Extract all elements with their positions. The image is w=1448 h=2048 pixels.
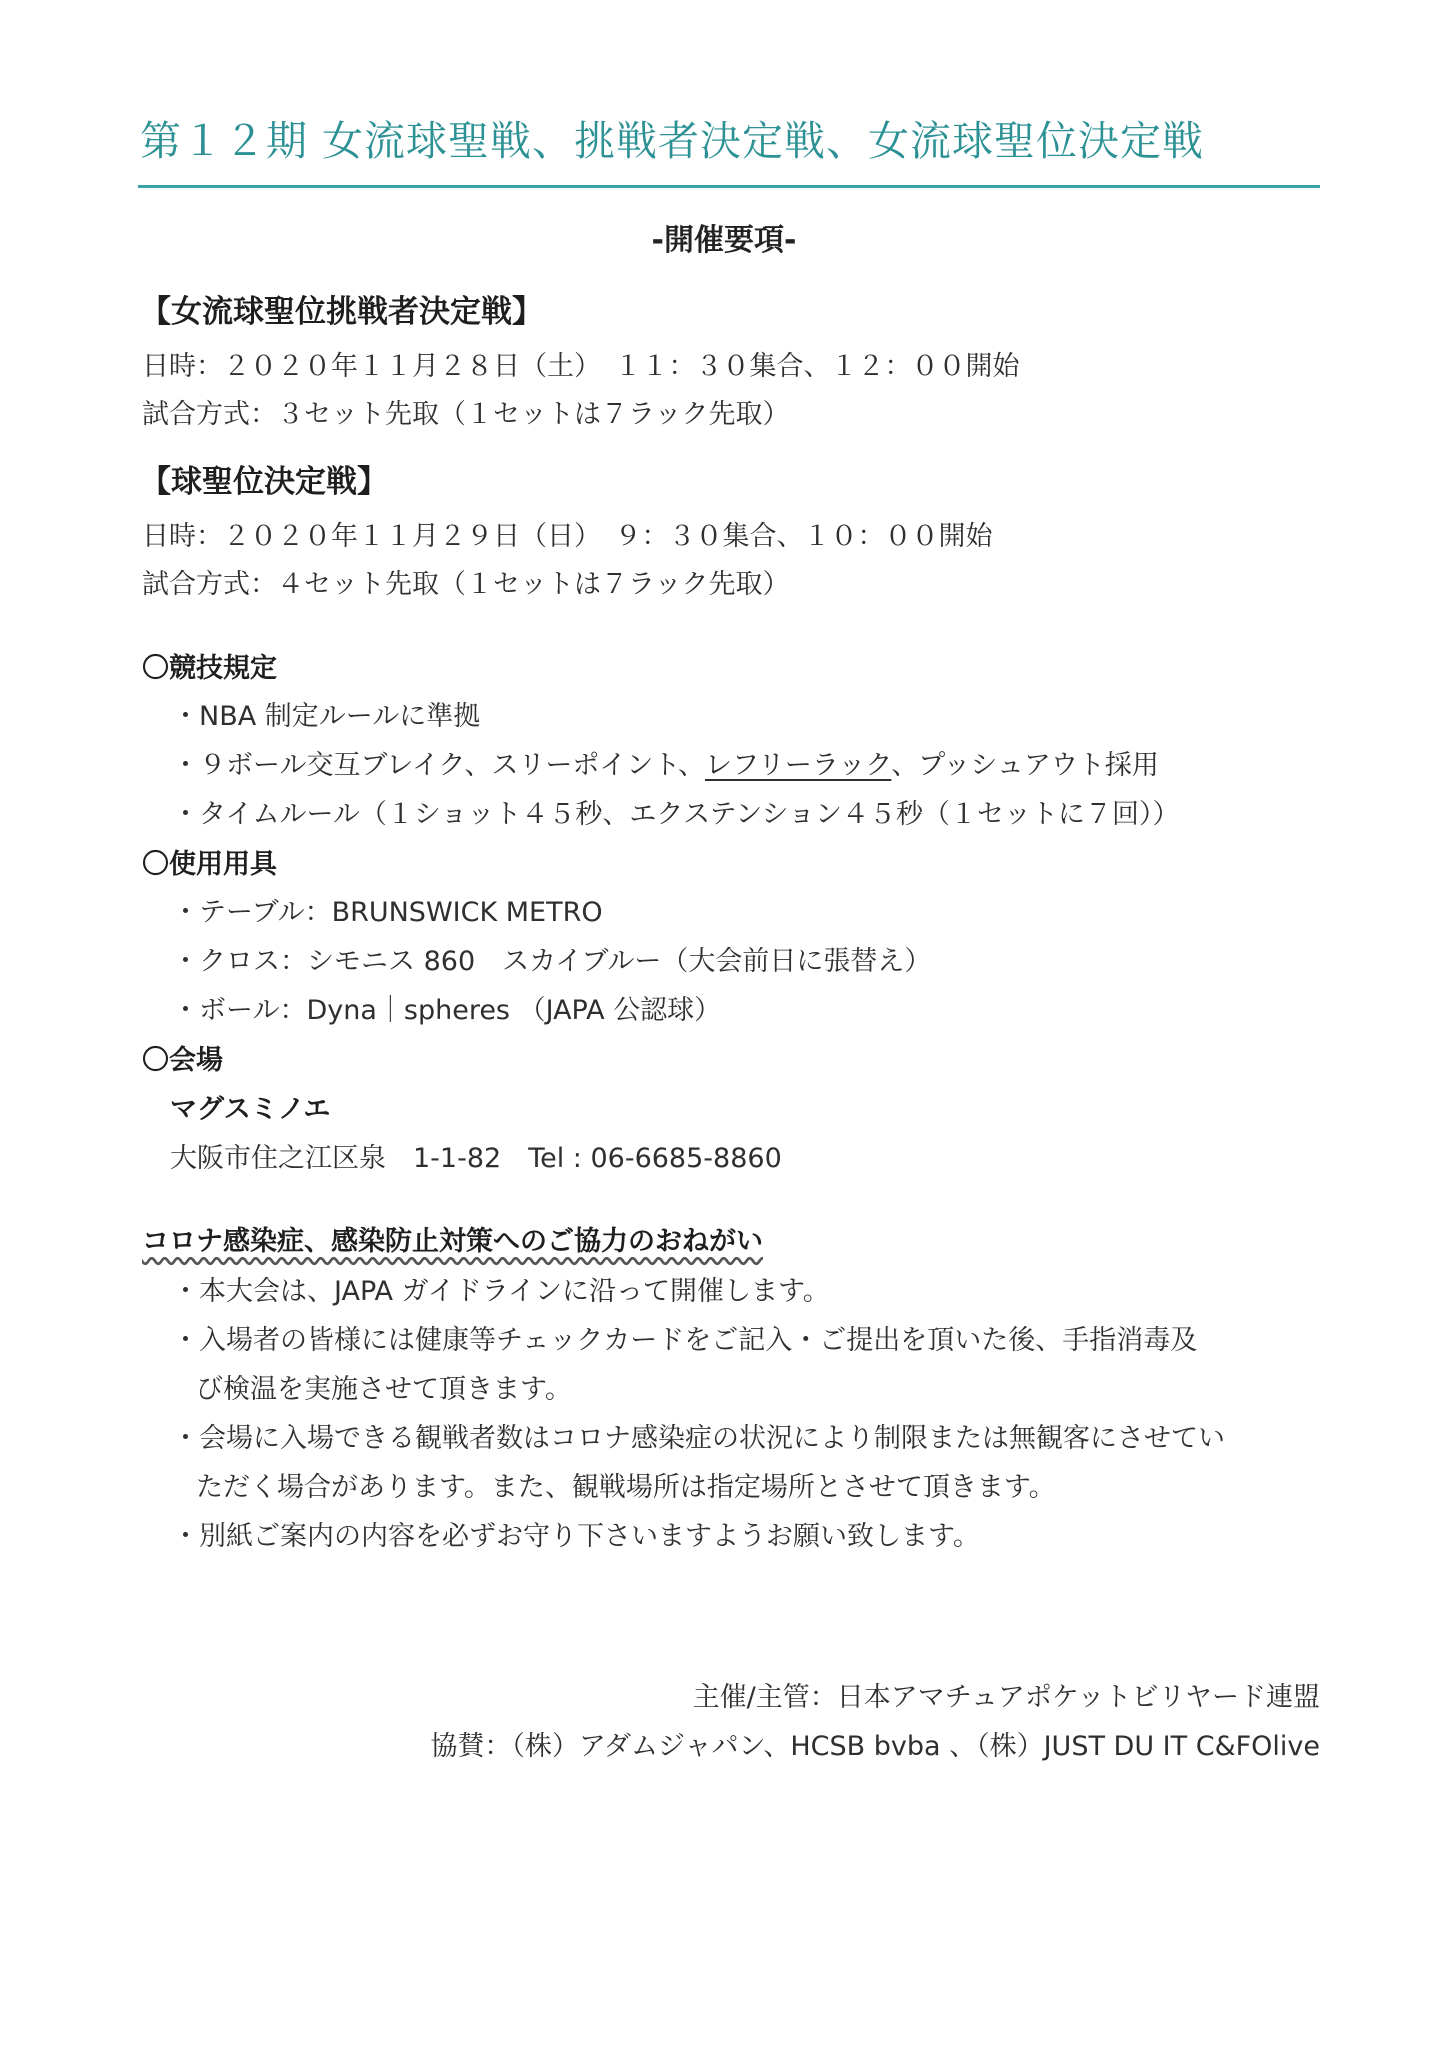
venue-name: マグスミノエ — [170, 1094, 331, 1125]
equipment-heading: 〇使用用具 — [142, 849, 277, 880]
title-match-format: 試合方式：４セット先取（１セットは７ラック先取） — [142, 569, 790, 600]
covid-item-1: ・本大会は、JAPA ガイドラインに沿って開催します。 — [172, 1276, 830, 1307]
title-divider — [138, 185, 1320, 188]
organizer-line: 主催/主管：日本アマチュアポケットビリヤード連盟 — [692, 1682, 1320, 1713]
covid-item-2b: び検温を実施させて頂きます。 — [196, 1374, 572, 1405]
covid-item-4: ・別紙ご案内の内容を必ずお守り下さいますようお願い致します。 — [172, 1521, 980, 1552]
challenger-format: 試合方式：３セット先取（１セットは７ラック先取） — [142, 399, 790, 430]
title-match-heading: 【球聖位決定戦】 — [140, 464, 388, 500]
equipment-cloth: ・クロス：シモニス 860 スカイブルー（大会前日に張替え） — [172, 946, 932, 977]
challenger-datetime: 日時：２０２０年１１月２８日（土） １１：３０集合、１２：００開始 — [142, 351, 1020, 382]
covid-item-3a: ・会場に入場できる観戦者数はコロナ感染症の状況により制限または無観客にさせてい — [172, 1423, 1225, 1454]
rules-item-2-post: 、プッシュアウト採用 — [891, 750, 1159, 781]
challenger-heading: 【女流球聖位挑戦者決定戦】 — [140, 294, 543, 330]
rules-item-1: ・NBA 制定ルールに準拠 — [172, 701, 481, 732]
rules-item-3: ・タイムルール（１ショット４５秒、エクステンション４５秒（１セットに７回）） — [172, 799, 1180, 830]
venue-address: 大阪市住之江区泉 1-1-82 Tel : 06-6685-8860 — [170, 1143, 782, 1174]
covid-item-2a: ・入場者の皆様には健康等チェックカードをご記入・ご提出を頂いた後、手指消毒及 — [172, 1325, 1198, 1356]
rules-heading: 〇競技規定 — [142, 653, 277, 684]
title-match-datetime: 日時：２０２０年１１月２９日（日） ９：３０集合、１０：００開始 — [142, 521, 993, 552]
document-title: 第１２期 女流球聖戦、挑戦者決定戦、女流球聖位決定戦 — [140, 117, 1205, 165]
covid-item-3b: ただく場合があります。また、観戦場所は指定場所とさせて頂きます。 — [196, 1472, 1056, 1503]
rules-item-2-pre: ・９ボール交互ブレイク、スリーポイント、 — [172, 750, 705, 781]
equipment-ball: ・ボール：Dyna｜spheres （JAPA 公認球） — [172, 995, 722, 1026]
document-subtitle: -開催要項- — [651, 223, 797, 258]
equipment-table: ・テーブル：BRUNSWICK METRO — [172, 897, 603, 928]
rules-item-2 — [172, 743, 1159, 782]
covid-heading: コロナ感染症、感染防止対策へのご協力のおねがい — [142, 1226, 763, 1257]
rules-item-2-underlined: レフリーラック — [704, 750, 892, 781]
sponsors-line: 協賛：（株）アダムジャパン、HCSB bvba 、（株）JUST DU IT C&FOlive — [430, 1731, 1320, 1762]
venue-heading: 〇会場 — [142, 1045, 223, 1076]
